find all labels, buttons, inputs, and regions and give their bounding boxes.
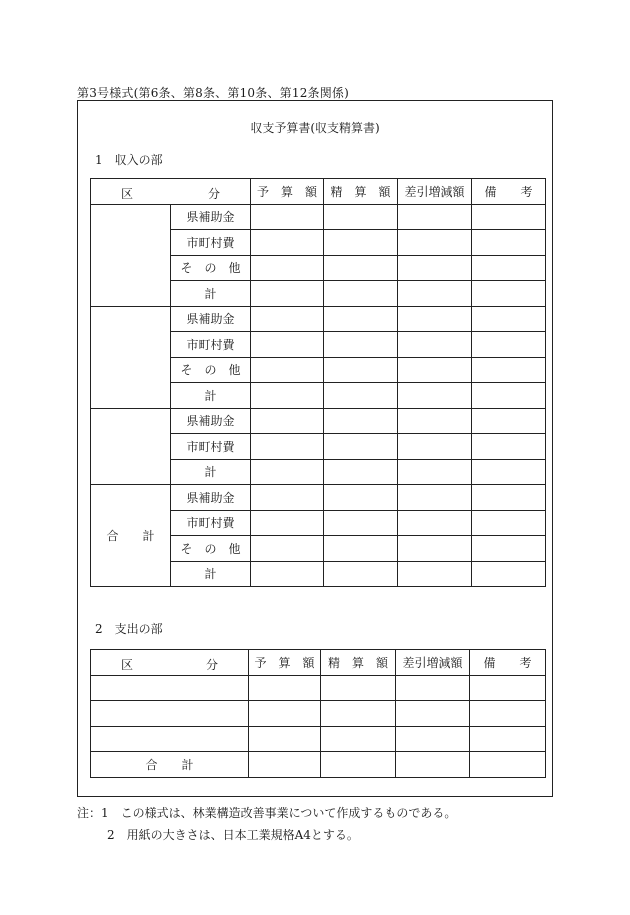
header-kubun-2: 分	[205, 658, 218, 672]
item-sono: そ の 他	[171, 357, 251, 383]
note-2: 2 用紙の大きさは、日本工業規格A4とする。	[107, 828, 359, 842]
income-table	[90, 178, 546, 587]
table-row	[91, 306, 546, 332]
header-sahiki: 差引増減額	[396, 650, 470, 676]
item-ken: 県補助金	[171, 204, 251, 230]
item-kei: 計	[171, 561, 251, 587]
header-kubun	[91, 179, 251, 205]
table-row	[91, 752, 546, 778]
header-yosan: 予 算 額	[251, 179, 324, 205]
income-section-title: 1 収入の部	[95, 153, 163, 167]
income-header-row	[91, 179, 546, 205]
expense-header-row	[91, 650, 546, 676]
table-row	[91, 485, 546, 511]
expense-section-title: 2 支出の部	[95, 622, 163, 636]
header-kubun-1: 区	[121, 658, 134, 672]
note-1: 注：1 この様式は、林業構造改善事業について作成するものである。	[77, 806, 457, 820]
table-row	[91, 204, 546, 230]
item-ken: 県補助金	[171, 408, 251, 434]
item-ken: 県補助金	[171, 485, 251, 511]
item-kei: 計	[171, 459, 251, 485]
item-kei: 計	[171, 281, 251, 307]
item-shi: 市町村費	[171, 332, 251, 358]
expense-total-label: 合 計	[91, 752, 249, 778]
form-label: 第3号様式(第6条、第8条、第10条、第12条関係)	[77, 86, 350, 100]
table-row	[91, 408, 546, 434]
item-shi: 市町村費	[171, 230, 251, 256]
header-yosan: 予 算 額	[249, 650, 321, 676]
header-biko: 備 考	[470, 650, 546, 676]
item-kei: 計	[171, 383, 251, 409]
item-sono: そ の 他	[171, 255, 251, 281]
group-cell	[91, 408, 171, 485]
form-frame	[77, 100, 553, 797]
table-row	[91, 701, 546, 727]
header-seisan: 精 算 額	[321, 650, 396, 676]
header-kubun-2: 分	[207, 187, 220, 201]
income-total-label: 合 計	[91, 485, 171, 587]
item-shi: 市町村費	[171, 434, 251, 460]
header-biko: 備 考	[472, 179, 546, 205]
header-seisan: 精 算 額	[324, 179, 398, 205]
header-kubun	[91, 650, 249, 676]
footnotes	[77, 802, 456, 846]
document-title: 収支予算書(収支精算書)	[250, 121, 380, 135]
header-kubun-1: 区	[121, 187, 134, 201]
table-row	[91, 726, 546, 752]
table-row	[91, 675, 546, 701]
group-cell	[91, 204, 171, 306]
item-ken: 県補助金	[171, 306, 251, 332]
item-shi: 市町村費	[171, 510, 251, 536]
group-cell	[91, 306, 171, 408]
expense-table	[90, 649, 546, 778]
header-sahiki: 差引増減額	[398, 179, 472, 205]
item-sono: そ の 他	[171, 536, 251, 562]
